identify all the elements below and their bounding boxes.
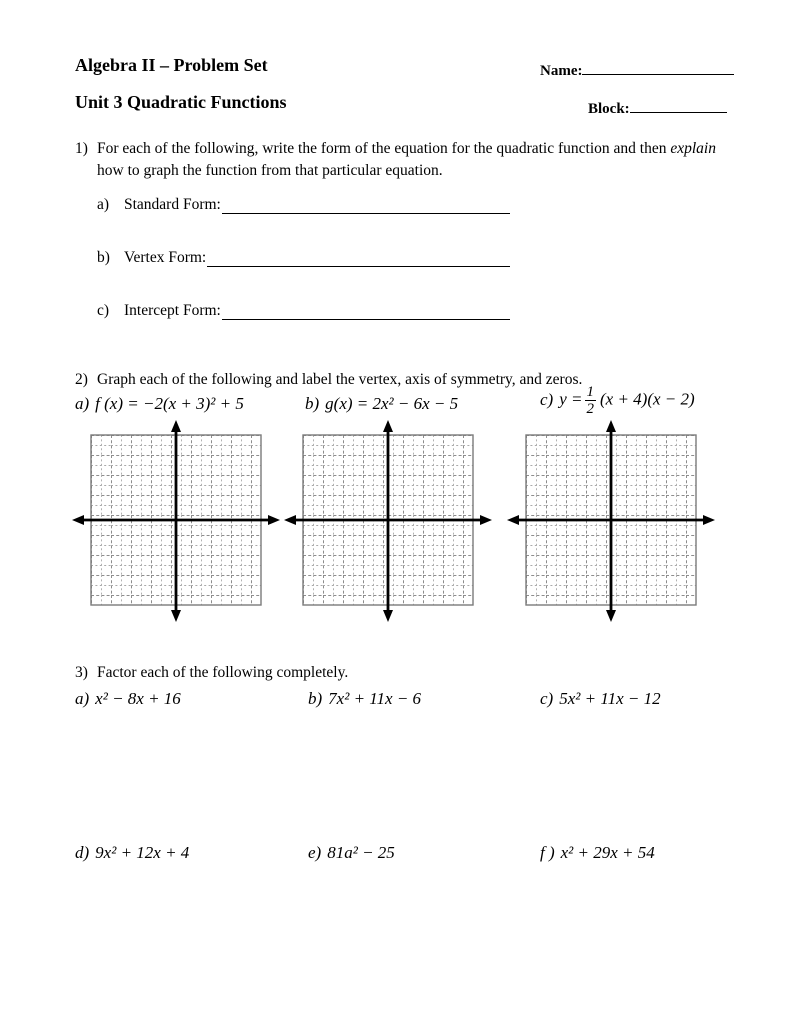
question-1-number: 1)	[75, 140, 88, 157]
question-1c-blank-line	[222, 303, 510, 320]
expression-3a-expr: x² − 8x + 16	[95, 689, 181, 708]
equation-2b	[305, 394, 458, 414]
expression-3f-label: f )	[540, 843, 555, 862]
block-field	[588, 97, 727, 118]
question-1b-blank-line	[207, 250, 510, 267]
expression-3e	[308, 843, 395, 863]
fraction-one-half	[585, 384, 596, 417]
name-label: Name:	[540, 63, 583, 79]
equation-2b-label: b)	[305, 394, 320, 413]
question-1-text-line2: how to graph the function from that particular equation.	[97, 162, 443, 179]
fraction-denominator: 2	[586, 401, 594, 418]
expression-3a	[75, 689, 181, 709]
equation-2c-pre: y =	[559, 389, 583, 409]
question-1a-label: a)	[97, 196, 110, 213]
question-1a-blank-line	[222, 197, 510, 214]
equation-2a	[75, 394, 244, 414]
block-blank-line	[630, 97, 727, 113]
expression-3b-label: b)	[308, 689, 323, 708]
question-1-text-line1: For each of the following, write the form of the equation for the quadratic function and then explain	[97, 140, 716, 157]
question-1c	[97, 302, 510, 320]
expression-3e-expr: 81a² − 25	[327, 843, 395, 862]
coordinate-grid-b	[282, 420, 494, 622]
equation-2a-label: a)	[75, 394, 90, 413]
coordinate-grid-c	[505, 420, 717, 622]
block-label: Block:	[588, 101, 630, 117]
equation-2c-label: c)	[540, 389, 554, 409]
question-2-number: 2)	[75, 371, 88, 388]
question-1c-text: Intercept Form:	[124, 302, 221, 319]
expression-3b	[308, 689, 421, 709]
expression-3d-expr: 9x² + 12x + 4	[95, 843, 190, 862]
question-1-italic-word: explain	[670, 140, 716, 157]
expression-3c-label: c)	[540, 689, 554, 708]
expression-3d-label: d)	[75, 843, 90, 862]
question-3-text: Factor each of the following completely.	[97, 664, 349, 681]
expression-3d	[75, 843, 189, 863]
page-subtitle: Unit 3 Quadratic Functions	[75, 92, 287, 112]
name-blank-line	[582, 59, 734, 75]
question-1a	[97, 196, 510, 214]
expression-3f	[540, 843, 655, 863]
page-title: Algebra II – Problem Set	[75, 55, 268, 75]
equation-2c-post: (x + 4)(x − 2)	[599, 389, 695, 409]
question-1b-label: b)	[97, 249, 110, 266]
question-1a-text: Standard Form:	[124, 196, 221, 213]
expression-3b-expr: 7x² + 11x − 6	[328, 689, 422, 708]
expression-3f-expr: x² + 29x + 54	[560, 843, 655, 862]
question-3	[75, 662, 755, 684]
expression-3c-expr: 5x² + 11x − 12	[559, 689, 661, 708]
equation-2c	[540, 384, 695, 417]
fraction-numerator: 1	[586, 384, 594, 400]
equation-2b-expr: g(x) = 2x² − 6x − 5	[325, 394, 459, 413]
name-field	[540, 59, 734, 80]
coordinate-grid-a	[70, 420, 282, 622]
expression-3e-label: e)	[308, 843, 322, 862]
equation-2a-expr: f (x) = −2(x + 3)² + 5	[95, 394, 244, 413]
question-1c-label: c)	[97, 302, 110, 319]
expression-3c	[540, 689, 661, 709]
expression-3a-label: a)	[75, 689, 90, 708]
question-2-text: Graph each of the following and label the vertex, axis of symmetry, and zeros.	[97, 371, 583, 388]
question-1b-text: Vertex Form:	[124, 249, 207, 266]
question-1	[75, 138, 725, 182]
question-3-number: 3)	[75, 664, 88, 681]
question-1b	[97, 249, 510, 267]
